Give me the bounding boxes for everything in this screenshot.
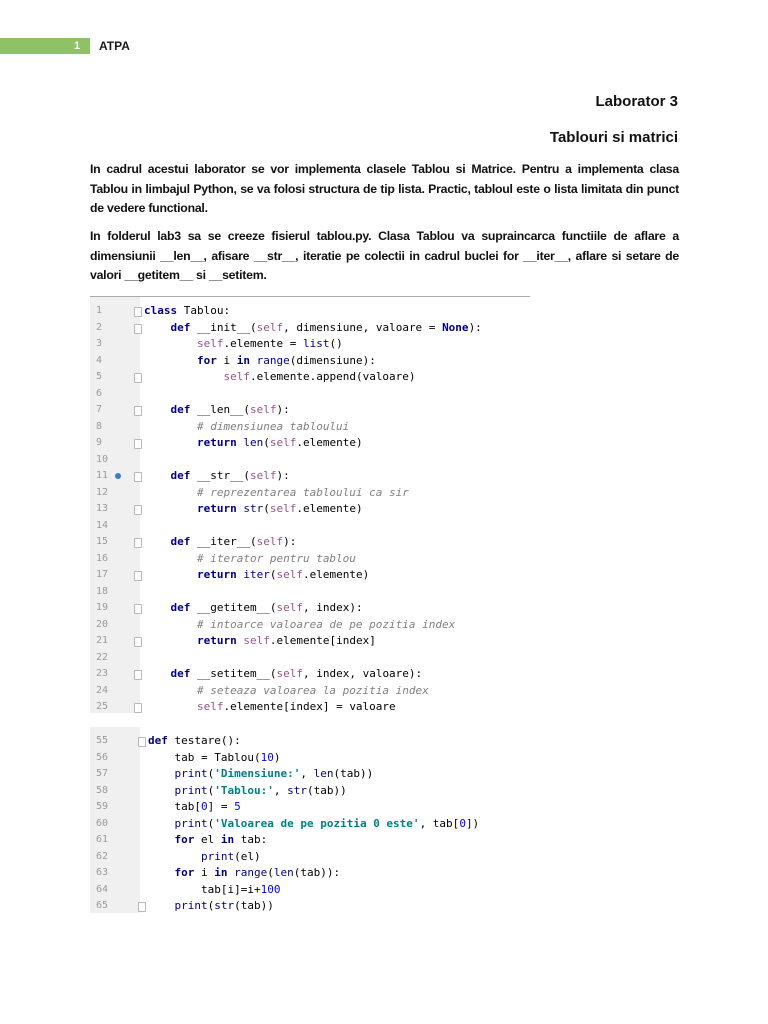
line-number: 65 xyxy=(96,900,109,911)
line-number: 23 xyxy=(96,668,109,679)
fold-marker-icon[interactable] xyxy=(134,670,142,680)
code-line xyxy=(90,766,522,783)
line-number: 7 xyxy=(96,404,103,415)
code-line xyxy=(90,551,530,568)
code-line xyxy=(90,783,522,800)
fold-marker-icon[interactable] xyxy=(134,307,142,317)
code-text: print('Dimensiune:', len(tab)) xyxy=(174,767,374,780)
code-line xyxy=(90,485,530,502)
code-text: self.elemente[index] = valoare xyxy=(196,700,396,713)
line-number: 3 xyxy=(96,338,103,349)
code-line xyxy=(90,733,522,750)
code-line xyxy=(90,452,530,469)
code-block-testare xyxy=(90,727,522,913)
intro-paragraph: In cadrul acestui laborator se vor implementa clasele Tablou si Matrice. Pentru a implementa clasa Tablou in limbajul Python, se va folosi structura de tip lista. Practic, tabloul este o lista limitata din punct de vedere functional. xyxy=(90,162,679,215)
code-text: def __len__(self): xyxy=(170,403,290,416)
line-number: 24 xyxy=(96,684,109,696)
code-text: self.elemente = list() xyxy=(196,337,343,350)
code-text: class Tablou: xyxy=(144,304,231,317)
line-number: 18 xyxy=(96,585,109,597)
code-line xyxy=(90,369,530,386)
code-text: for el in tab: xyxy=(174,833,268,846)
fold-marker-icon[interactable] xyxy=(134,637,142,647)
code-line xyxy=(90,816,522,833)
line-number: 25 xyxy=(96,701,109,712)
code-text: def __setitem__(self, index, valoare): xyxy=(170,667,423,680)
page-number: 1 xyxy=(74,40,81,52)
fold-marker-icon[interactable] xyxy=(134,373,142,383)
code-text: return self.elemente[index] xyxy=(196,634,376,647)
lab-subtitle: Tablouri si matrici xyxy=(549,129,678,146)
override-marker-icon xyxy=(115,473,121,479)
code-text: # reprezentarea tabloului ca sir xyxy=(196,485,409,499)
code-line xyxy=(90,650,530,667)
line-number: 11 xyxy=(96,470,109,481)
code-text: def __iter__(self): xyxy=(170,535,297,548)
code-line xyxy=(90,683,530,700)
code-line xyxy=(90,600,530,617)
code-line xyxy=(90,898,522,915)
code-text: self.elemente.append(valoare) xyxy=(223,370,416,383)
line-number: 58 xyxy=(96,784,109,796)
line-number: 64 xyxy=(96,883,109,895)
fold-marker-icon[interactable] xyxy=(134,505,142,515)
line-number: 1 xyxy=(96,305,103,316)
code-line xyxy=(90,419,530,436)
line-number: 4 xyxy=(96,354,103,366)
line-number: 10 xyxy=(96,453,109,465)
code-text: tab[0] = 5 xyxy=(148,800,241,813)
code-line xyxy=(90,633,530,650)
line-number: 19 xyxy=(96,602,109,613)
code-line xyxy=(90,501,530,518)
header-title: ATPA xyxy=(99,39,130,53)
code-line xyxy=(90,799,522,816)
code-line xyxy=(90,699,530,716)
code-line xyxy=(90,518,530,535)
fold-marker-icon[interactable] xyxy=(138,902,146,912)
line-number: 15 xyxy=(96,536,109,547)
line-number: 22 xyxy=(96,651,109,663)
line-number: 62 xyxy=(96,850,109,862)
code-line xyxy=(90,303,530,320)
fold-marker-icon[interactable] xyxy=(134,538,142,548)
fold-marker-icon[interactable] xyxy=(134,439,142,449)
code-text: for i in range(len(tab)): xyxy=(174,866,341,879)
code-text: print('Valoarea de pe pozitia 0 este', tab[0]) xyxy=(174,816,480,830)
line-number: 17 xyxy=(96,569,109,580)
line-number: 14 xyxy=(96,519,109,531)
code-line xyxy=(90,320,530,337)
code-text: return len(self.elemente) xyxy=(196,436,363,449)
code-text: tab = Tablou(10) xyxy=(148,750,281,764)
code-text: def __str__(self): xyxy=(170,469,290,482)
task-paragraph: In folderul lab3 sa se creeze fisierul tablou.py. Clasa Tablou va supraincarca functiile de aflare a dimensiunii __len__, afisare __str__, iteratie pe colectii in cadrul buclei for __iter__, aflare si setare de valori __getitem__ si __setitem. xyxy=(90,229,679,282)
code-text: # dimensiunea tabloului xyxy=(196,419,350,433)
fold-marker-icon[interactable] xyxy=(134,604,142,614)
code-text: return iter(self.elemente) xyxy=(196,568,370,581)
line-number: 20 xyxy=(96,618,109,630)
code-line xyxy=(90,750,522,767)
fold-marker-icon[interactable] xyxy=(134,472,142,482)
code-line xyxy=(90,849,522,866)
code-text: print(el) xyxy=(200,849,261,863)
code-text: # seteaza valoarea la pozitia index xyxy=(196,683,429,697)
code-line xyxy=(90,402,530,419)
fold-marker-icon[interactable] xyxy=(134,324,142,334)
code-block-tablou-class xyxy=(90,296,530,713)
line-number: 63 xyxy=(96,867,109,878)
line-number: 8 xyxy=(96,420,103,432)
fold-marker-icon[interactable] xyxy=(134,571,142,581)
line-number: 12 xyxy=(96,486,109,498)
code-line xyxy=(90,832,522,849)
fold-marker-icon[interactable] xyxy=(138,737,146,747)
code-line xyxy=(90,584,530,601)
code-line xyxy=(90,353,530,370)
line-number: 5 xyxy=(96,371,103,382)
line-number: 6 xyxy=(96,387,103,399)
code-text: for i in range(dimensiune): xyxy=(196,353,376,367)
line-number: 16 xyxy=(96,552,109,564)
code-text: def __init__(self, dimensiune, valoare = None): xyxy=(170,320,482,334)
code-line xyxy=(90,882,522,899)
code-text: def __getitem__(self, index): xyxy=(170,601,363,614)
code-text: print('Tablou:', str(tab)) xyxy=(174,783,347,797)
line-number: 13 xyxy=(96,503,109,514)
line-number: 55 xyxy=(96,735,109,746)
code-line xyxy=(90,336,530,353)
line-number: 21 xyxy=(96,635,109,646)
code-text: return str(self.elemente) xyxy=(196,502,363,515)
code-line xyxy=(90,468,530,485)
code-text: print(str(tab)) xyxy=(174,899,274,912)
line-number: 2 xyxy=(96,321,103,333)
code-text: # iterator pentru tablou xyxy=(196,551,356,565)
code-text: tab[i]=i+100 xyxy=(148,882,281,896)
line-number: 9 xyxy=(96,437,103,448)
code-text: def testare(): xyxy=(148,734,241,747)
code-line xyxy=(90,617,530,634)
line-number: 56 xyxy=(96,751,109,763)
line-number: 59 xyxy=(96,801,109,812)
code-line xyxy=(90,534,530,551)
fold-marker-icon[interactable] xyxy=(134,703,142,713)
line-number: 61 xyxy=(96,834,109,845)
code-line xyxy=(90,567,530,584)
code-line xyxy=(90,865,522,882)
code-line xyxy=(90,435,530,452)
code-line xyxy=(90,666,530,683)
fold-marker-icon[interactable] xyxy=(134,406,142,416)
line-number: 57 xyxy=(96,768,109,779)
line-number: 60 xyxy=(96,817,109,829)
lab-title: Laborator 3 xyxy=(595,93,678,110)
code-text: # intoarce valoarea de pe pozitia index xyxy=(196,617,456,631)
code-line xyxy=(90,386,530,403)
